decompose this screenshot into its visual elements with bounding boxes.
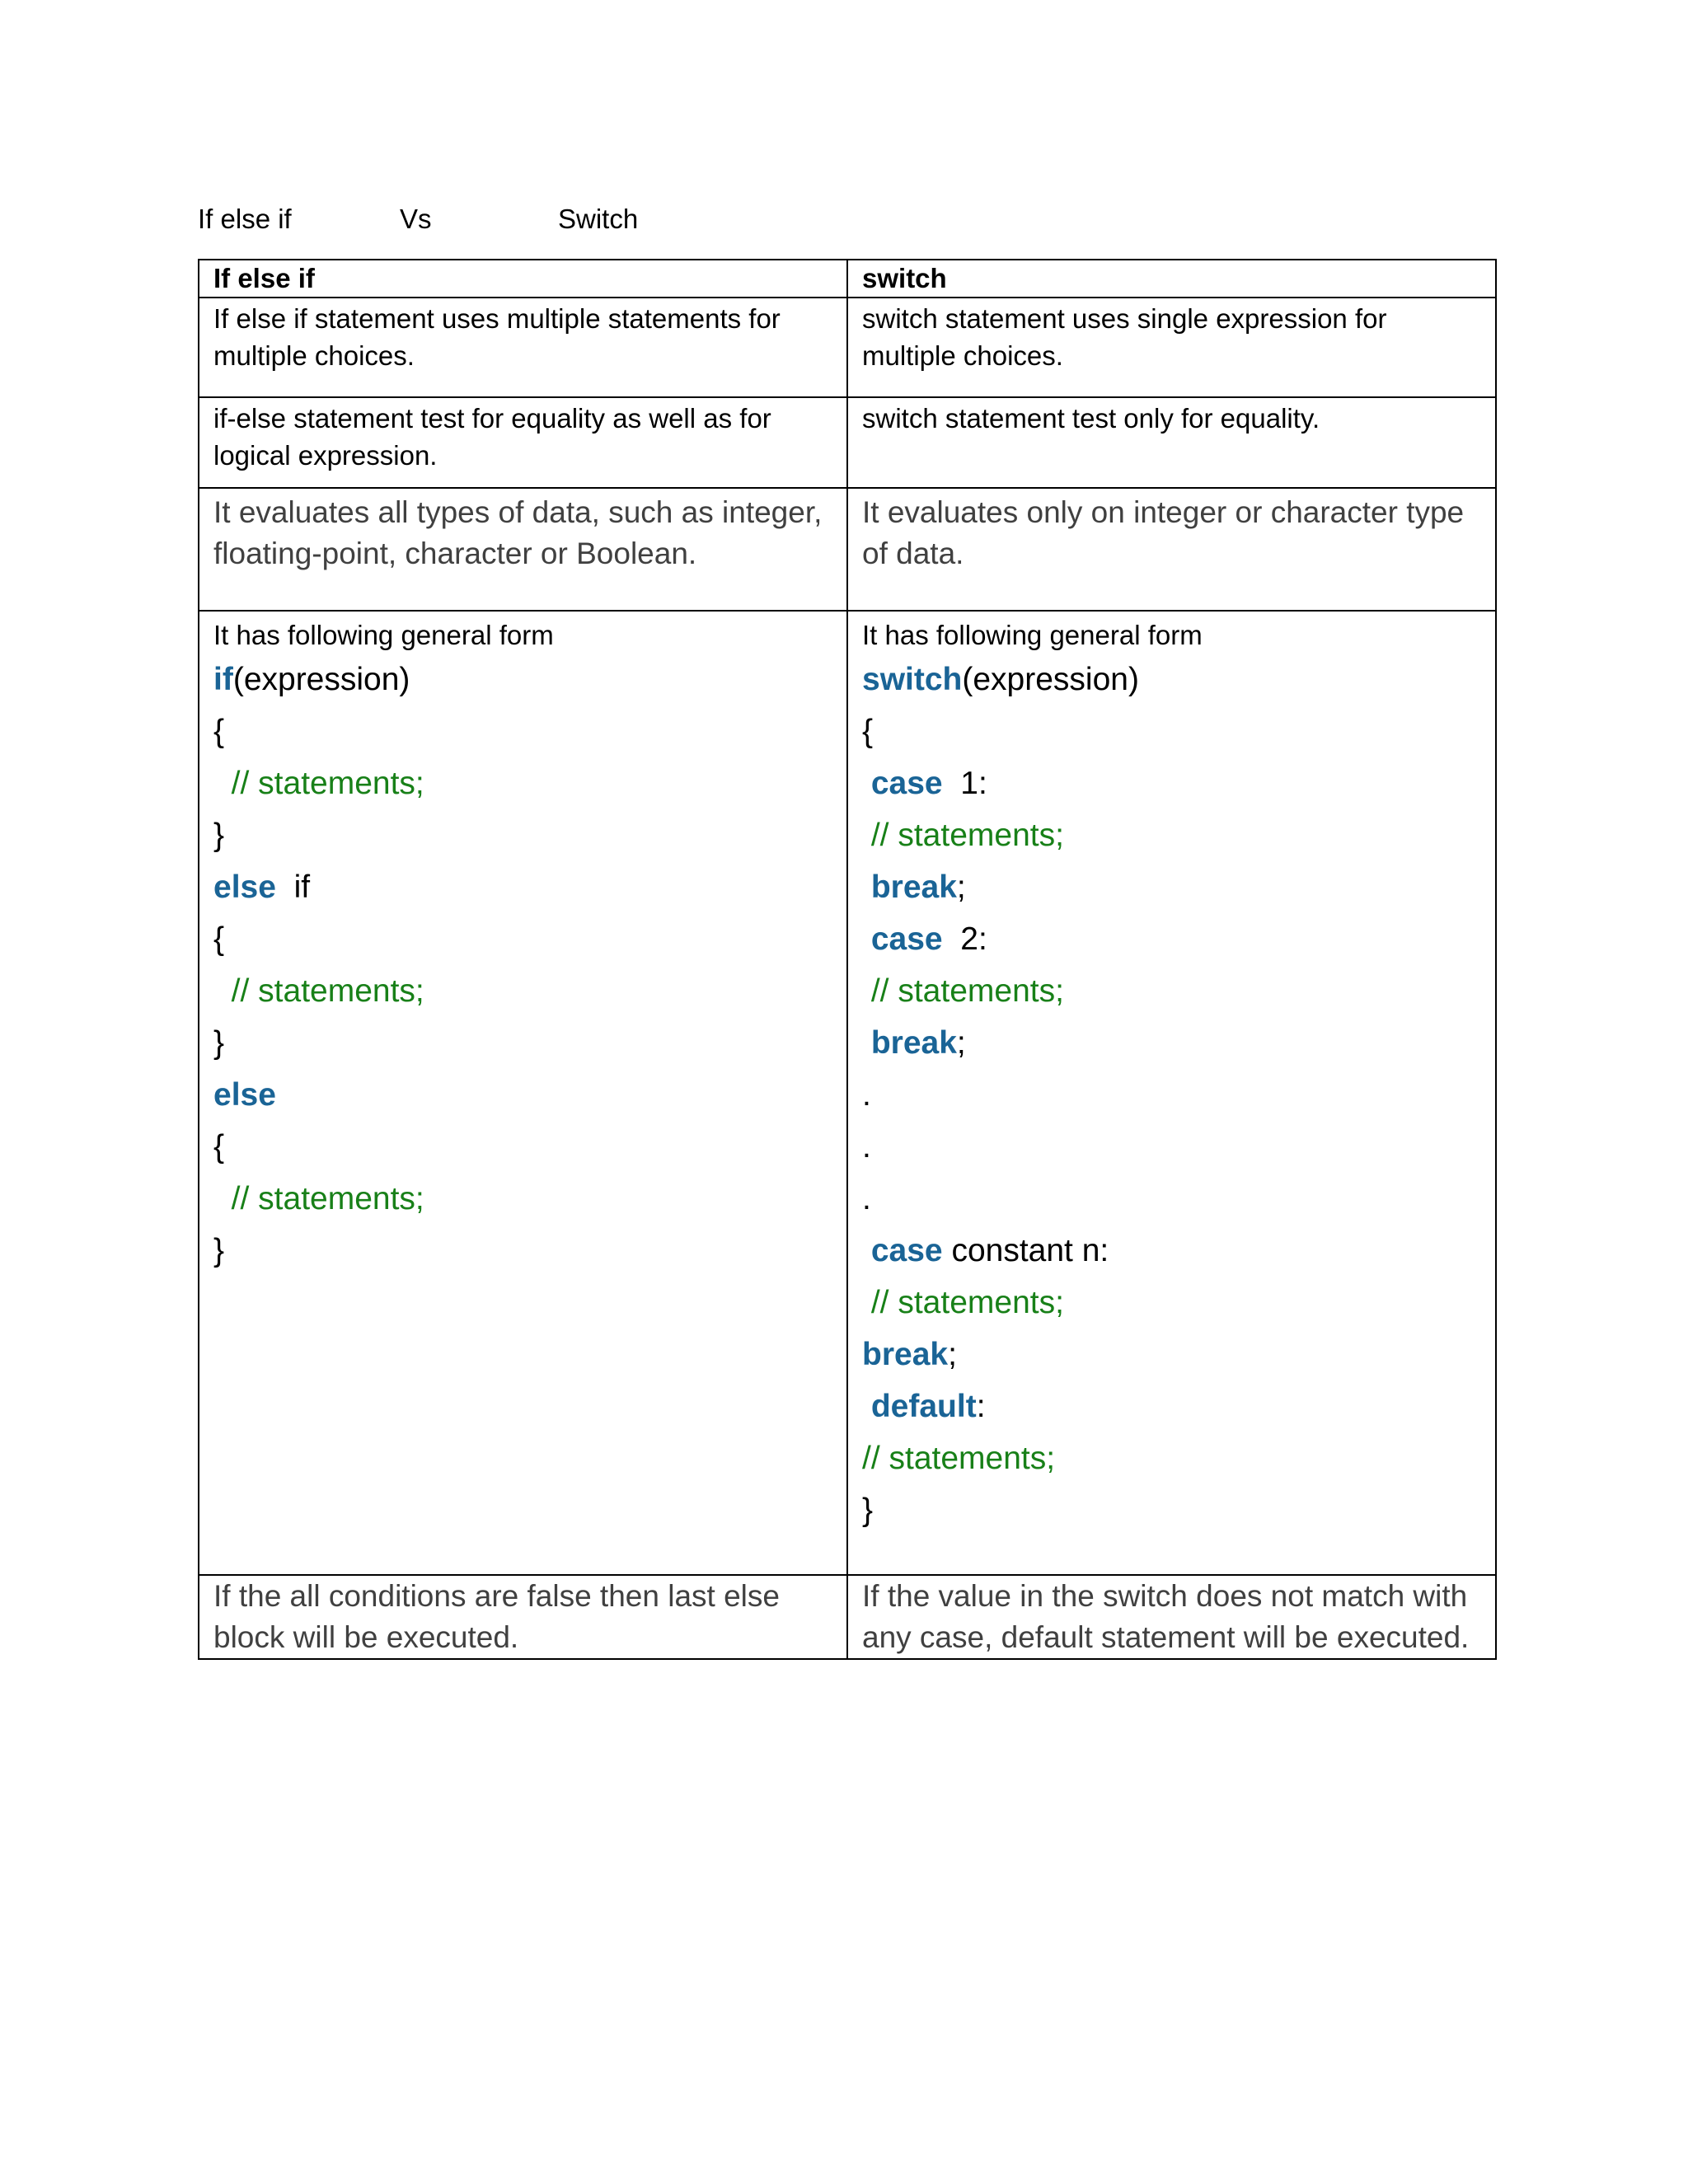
code-line — [862, 1225, 1482, 1277]
heading-right: Switch — [558, 204, 639, 234]
code-keyword: else — [213, 1077, 276, 1113]
code-line — [862, 913, 1482, 965]
code-line — [862, 1069, 1482, 1121]
table-cell: if-else statement test for equality as well as for logical expression. — [199, 397, 847, 488]
table-cell: switch statement test only for equality. — [847, 397, 1496, 488]
table-cell: It evaluates only on integer or character type of data. — [847, 488, 1496, 611]
code-comment: // statements; — [231, 1181, 424, 1216]
code-line — [213, 1173, 833, 1225]
code-comment: // statements; — [870, 1285, 1064, 1320]
code-text: { — [862, 714, 874, 749]
code-text: } — [862, 1493, 874, 1528]
table-cell: switch statement uses single expression for multiple choices. — [847, 298, 1496, 397]
code-keyword: case — [870, 766, 943, 801]
code-keyword: break — [870, 1025, 957, 1061]
code-keyword: case — [870, 921, 943, 957]
table-row — [199, 298, 1496, 397]
code-text: ; — [948, 1337, 957, 1372]
code-line — [213, 965, 833, 1017]
table-cell: If else if statement uses multiple statements for multiple choices. — [199, 298, 847, 397]
code-line — [213, 757, 833, 809]
table-cell: If the value in the switch does not match with any case, default statement will be executed. — [847, 1575, 1496, 1659]
code-text: 2: — [942, 921, 987, 957]
general-form-intro: It has following general form — [213, 620, 554, 650]
code-line — [862, 1017, 1482, 1069]
code-line — [213, 1017, 833, 1069]
code-text: . — [862, 1181, 871, 1216]
table-row — [199, 397, 1496, 488]
code-line — [862, 1484, 1482, 1536]
general-form-row — [199, 611, 1496, 1575]
code-line — [862, 705, 1482, 757]
code-line — [213, 654, 833, 705]
code-keyword: if — [213, 662, 233, 697]
code-line — [862, 1121, 1482, 1173]
switch-code-block — [862, 654, 1482, 1536]
code-text: . — [862, 1129, 871, 1165]
comparison-table — [198, 259, 1497, 1660]
header-cell-if-else-if: If else if — [199, 260, 847, 298]
code-text: if — [275, 869, 311, 905]
if-else-if-code-block — [213, 654, 833, 1277]
code-keyword: case — [870, 1233, 943, 1268]
code-text: ; — [956, 869, 966, 905]
table-row — [199, 488, 1496, 611]
code-line — [862, 965, 1482, 1017]
code-line — [862, 1380, 1482, 1432]
code-line — [213, 1069, 833, 1121]
code-comment: // statements; — [231, 973, 424, 1009]
code-line — [213, 1225, 833, 1277]
code-line — [213, 809, 833, 861]
code-line — [862, 757, 1482, 809]
code-keyword: break — [870, 869, 957, 905]
table-cell: It evaluates all types of data, such as integer, floating-point, character or Boolean. — [199, 488, 847, 611]
code-line — [862, 654, 1482, 705]
table-header-row — [199, 260, 1496, 298]
code-keyword: else — [213, 869, 276, 905]
switch-general-form-cell — [847, 611, 1496, 1575]
code-text: : — [976, 1389, 986, 1424]
code-line — [862, 1173, 1482, 1225]
heading-middle: Vs — [400, 204, 432, 234]
code-line — [862, 861, 1482, 913]
code-keyword: switch — [862, 662, 963, 697]
code-text: { — [213, 921, 225, 957]
code-line — [862, 1277, 1482, 1329]
code-keyword: break — [862, 1337, 949, 1372]
code-line — [213, 1121, 833, 1173]
code-text: constant n: — [942, 1233, 1109, 1268]
code-text: } — [213, 1233, 225, 1268]
header-cell-switch: switch — [847, 260, 1496, 298]
general-form-intro: It has following general form — [862, 620, 1203, 650]
code-text: { — [213, 714, 225, 749]
table-cell: If the all conditions are false then last else block will be executed. — [199, 1575, 847, 1659]
code-text: } — [213, 1025, 225, 1061]
code-line — [213, 861, 833, 913]
code-text: } — [213, 818, 225, 853]
code-text: . — [862, 1077, 871, 1113]
code-line — [862, 809, 1482, 861]
code-comment: // statements; — [862, 1441, 1056, 1476]
if-else-if-general-form-cell — [199, 611, 847, 1575]
code-comment: // statements; — [870, 818, 1064, 853]
code-line — [213, 913, 833, 965]
code-comment: // statements; — [231, 766, 424, 801]
code-text: 1: — [942, 766, 987, 801]
code-keyword: default — [870, 1389, 977, 1424]
code-text: (expression) — [962, 662, 1139, 697]
code-line — [862, 1329, 1482, 1380]
code-line — [213, 705, 833, 757]
code-text: (expression) — [232, 662, 410, 697]
code-text: ; — [956, 1025, 966, 1061]
heading-left: If else if — [198, 204, 292, 234]
table-row — [199, 1575, 1496, 1659]
code-line — [862, 1432, 1482, 1484]
code-comment: // statements; — [870, 973, 1064, 1009]
code-text: { — [213, 1129, 225, 1165]
